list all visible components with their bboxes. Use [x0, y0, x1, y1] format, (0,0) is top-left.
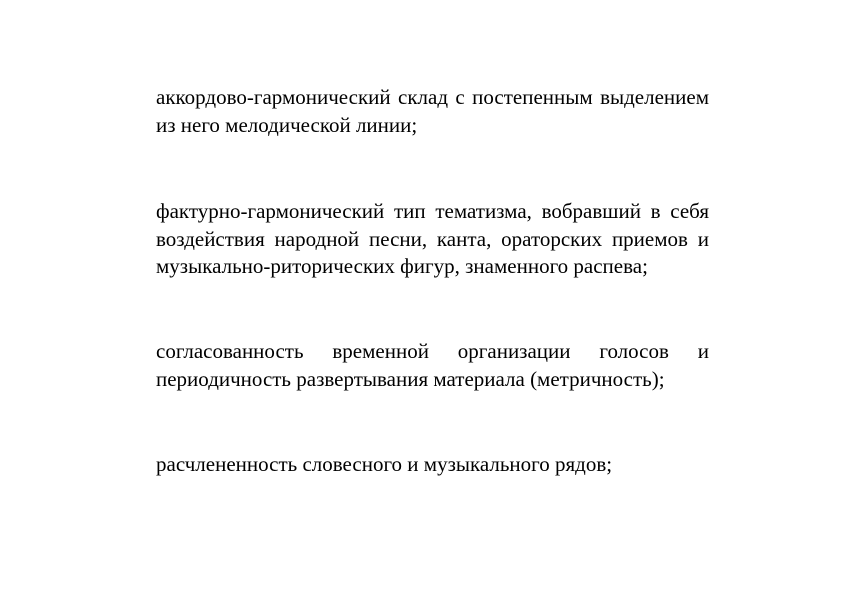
list-item: согласованность временной организации голосов и периодичность развертывания материала (метричность);: [156, 339, 709, 391]
list-item: расчлененность словесного и музыкального рядов;: [156, 452, 613, 476]
list-item: аккордово-гармонический склад с постепенным выделением из него мелодической линии;: [156, 85, 709, 137]
list-item: фактурно-гармонический тип тематизма, вобравший в себя воздействия народной песни, канта, ораторских приемов и музыкально-риторических фигур, знаменного распева;: [156, 199, 709, 278]
